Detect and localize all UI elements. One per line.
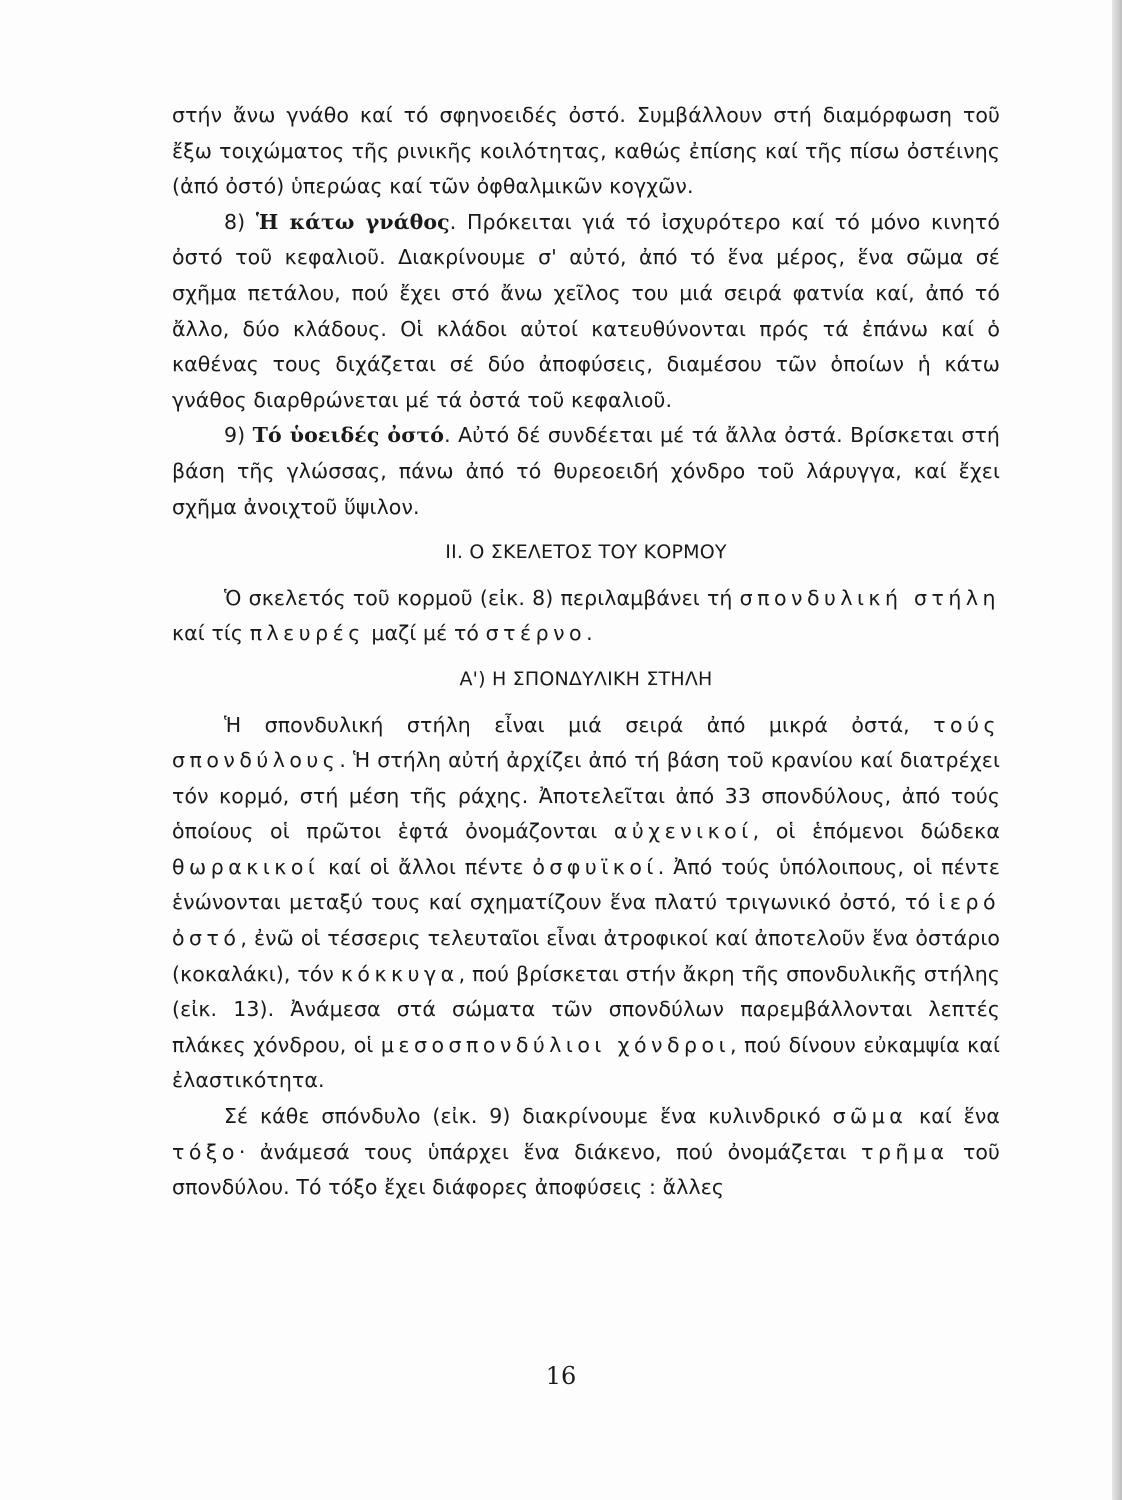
term-foramen: τρῆμα — [861, 1139, 949, 1164]
term-sternum: στέρνο — [485, 621, 587, 646]
text-run: , πού δίνουν εὐκαμψία καί ἐλαστικότητα. — [172, 1032, 1001, 1093]
term-hyoid-bone: Τό ὑοειδές ὀστό — [252, 423, 445, 448]
text-run: , οἱ ἑπόμενοι δώδεκα — [752, 819, 1000, 844]
term-sacrum: ἱερό ὀστό — [172, 890, 1000, 951]
body-text — [172, 98, 1000, 1206]
term-arch: τόξο — [172, 1139, 239, 1164]
text-run: καί ἕνα — [907, 1104, 1000, 1129]
term-cervical: αὐχενικοί — [613, 819, 753, 844]
term-coccyx: κόκκυγα — [340, 961, 459, 986]
paragraph-trunk-skeleton — [172, 581, 1000, 652]
text-run: Ἡ σπονδυλική στήλη εἶναι μιά σειρά ἀπό μικρά ὀστά, — [224, 712, 934, 737]
paragraph-text: . Αὐτό δέ συνδέεται μέ τά ἄλλα ὀστά. Βρίσκεται στή βάση τῆς γλώσσας, πάνω ἀπό τό θυρεοειδή χόνδρο τοῦ λάρυγγα, καί ἔχει σχῆμα ἀνοιχτοῦ ὕψιλον. — [172, 423, 1001, 519]
item-number: 8) — [224, 209, 256, 234]
text-run: . Ἀπό τούς ὑπόλοιπους, οἱ πέντε ἑνώνονται μεταξύ τους καί σχηματίζουν ἕνα πλατύ τριγωνικό ὀστό, τό — [172, 854, 1000, 915]
paragraph-text: . Πρόκειται γιά τό ἰσχυρότερο καί τό μόνο κινητό ὀστό τοῦ κεφαλιοῦ. Διακρίνουμε σ' αὐτό, ἀπό τό ἕνα μέρος, ἕνα σῶμα σέ σχῆμα πετάλου, πού ἔχει στό ἄνω χεῖλος του μιά σειρά φατνία καί, ἀπό τό ἄλλο, δύο κλάδους. Οἱ κλάδοι αὐτοί κατευθύνονται πρός τά ἐπάνω καί ὁ καθένας τους διχάζεται σέ δύο ἀποφύσεις, διαμέσου τῶν ὁποίων ἡ κάτω γνάθος διαρθρώνεται μέ τά ὀστά τοῦ κεφαλιοῦ. — [172, 209, 1001, 412]
term-intervertebral-discs: μεσοσπονδύλιοι χόνδροι — [380, 1032, 731, 1057]
term-thoracic: θωρακικοί — [172, 854, 320, 879]
section-heading-trunk-skeleton: II. Ο ΣΚΕΛΕΤΟΣ ΤΟΥ ΚΟΡΜΟΥ — [445, 541, 727, 564]
paragraph-hyoid-bone — [172, 418, 1000, 525]
text-run: μαζί μέ τό — [364, 621, 486, 646]
text-run: καί τίς — [172, 621, 250, 646]
term-spinal-column: σπονδυλική στήλη — [739, 585, 1000, 610]
paragraph-lower-jaw — [172, 205, 1000, 419]
text-run: τοῦ σπονδύλου. Τό τόξο ἔχει διάφορες ἀποφύσεις : ἄλλες — [172, 1139, 1000, 1200]
paragraph-spinal-column — [172, 708, 1000, 1100]
text-run: , πού βρίσκεται στήν ἄκρη τῆς σπονδυλικῆς στήλης (εἰκ. 13). Ἀνάμεσα στά σώματα τῶν σπονδύλων παρεμβάλλονται λεπτές πλάκες χόνδρου, οἱ — [172, 961, 1000, 1057]
text-run: . Ἡ στήλη αὐτή ἀρχίζει ἀπό τή βάση τοῦ κρανίου καί διατρέχει τόν κορμό, στή μέση τῆς ράχης. Ἀποτελεῖται ἀπό 33 σπονδύλους, ἀπό τούς ὁποίους οἱ πρῶτοι ἑφτά ὀνομάζονται — [172, 748, 1000, 844]
text-run: , ἐνῶ οἱ τέσσερις τελευταῖοι εἶναι ἀτροφικοί καί ἀποτελοῦν ἕνα ὀστάριο (κοκαλάκι), τόν — [172, 926, 1000, 986]
term-body: σῶμα — [832, 1104, 908, 1129]
section-heading-spinal-column: Α') Η ΣΠΟΝΔΥΛΙΚΗ ΣΤΗΛΗ — [459, 667, 713, 690]
paragraph-vertebra-parts — [172, 1099, 1000, 1206]
text-run: · ἀνάμεσά τους ὑπάρχει ἕνα διάκενο, πού ὀνομάζεται — [238, 1139, 862, 1164]
text-run: Ὁ σκελετός τοῦ κορμοῦ (εἰκ. 8) περιλαμβάνει τή — [224, 585, 740, 610]
term-ribs: πλευρές — [249, 621, 365, 646]
text-run: Σέ κάθε σπόνδυλο (εἰκ. 9) διακρίνουμε ἕνα κυλινδρικό — [224, 1104, 833, 1129]
text-run: καί οἱ ἄλλοι πέντε — [319, 854, 533, 879]
text-run: . — [586, 621, 593, 646]
term-lumbar: ὀσφυϊκοί — [532, 854, 658, 879]
page-number: 16 — [545, 1362, 577, 1390]
term-lower-jaw: Ἡ κάτω γνάθος — [255, 209, 450, 234]
term-vertebrae: τούς σπονδύλους — [172, 712, 1000, 773]
paragraph-continuation: στήν ἄνω γνάθο καί τό σφηνοειδές ὀστό. Συμβάλλουν στή διαμόρφωση τοῦ ἔξω τοιχώματος τῆς ρινικῆς κοιλότητας, καθώς ἐπίσης καί τῆς πίσω ὀστέινης (ἀπό ὀστό) ὑπερώας καί τῶν ὀφθαλμικῶν κογχῶν. — [172, 103, 1000, 199]
page-edge-shadow — [1112, 0, 1122, 1500]
item-number: 9) — [224, 423, 253, 448]
